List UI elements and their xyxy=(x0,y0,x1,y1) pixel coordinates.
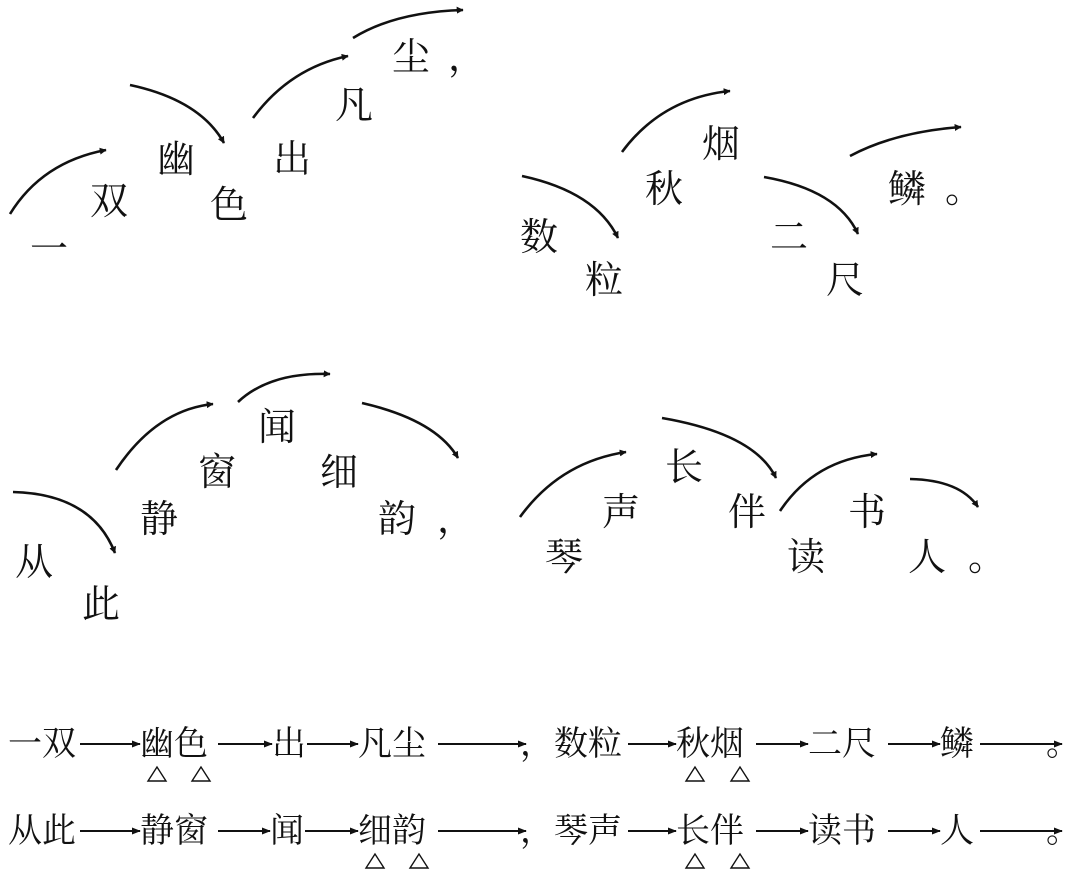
sequence-token: 鳞 xyxy=(940,724,974,764)
sequence-token: 幽色 xyxy=(140,724,208,764)
poem-char: 数 xyxy=(520,215,559,259)
poem-char: 。 xyxy=(968,535,1007,579)
sequence-token: 静窗 xyxy=(140,811,208,851)
sequence-token: 。 xyxy=(1046,811,1080,851)
emphasis-triangle xyxy=(686,767,704,781)
poem-char: 韵 xyxy=(378,497,417,541)
poem-char: 出 xyxy=(273,137,312,181)
sequence-line-2 xyxy=(8,811,1080,868)
sequence-token: 从此 xyxy=(8,811,76,851)
sequence-token: 。 xyxy=(1046,724,1080,764)
poem-char: 书 xyxy=(848,490,887,534)
poem-char: 双 xyxy=(90,179,129,223)
line1-left-chars xyxy=(30,35,486,271)
sequence-token: 闻 xyxy=(270,811,304,851)
poem-char: 静 xyxy=(140,497,179,541)
poem-char: 秋 xyxy=(645,167,684,211)
emphasis-triangle xyxy=(731,767,749,781)
poem-char: 长 xyxy=(665,445,704,489)
sequence-token: 秋烟 xyxy=(676,724,744,764)
emphasis-triangle xyxy=(148,767,166,781)
poem-char: 人 xyxy=(908,535,947,579)
poem-char: 声 xyxy=(602,490,641,534)
sequence-token: 凡尘 xyxy=(358,724,426,764)
poem-char: 读 xyxy=(787,535,826,579)
poem-char: 琴 xyxy=(545,535,584,579)
flow-arrow xyxy=(353,10,463,38)
line1-right-chars xyxy=(520,122,983,302)
sequence-token: 二尺 xyxy=(808,724,876,764)
sequence-token: ，数粒 xyxy=(520,724,622,764)
poem-char: ， xyxy=(437,497,476,541)
poem-char: 烟 xyxy=(702,122,741,166)
poem-char: 尘 xyxy=(392,35,431,79)
line1-right-arrows xyxy=(522,91,961,238)
poem-char: 凡 xyxy=(335,83,374,127)
flow-arrow xyxy=(362,403,458,458)
poem-char: 一 xyxy=(30,227,69,271)
flow-arrow xyxy=(910,479,978,507)
poem-char: 细 xyxy=(320,450,359,494)
poem-char: 色 xyxy=(210,183,249,227)
sequence-token: 长伴 xyxy=(676,811,744,851)
emphasis-triangle xyxy=(366,854,384,868)
poem-char: 鳞 xyxy=(888,167,927,211)
sequence-line-1 xyxy=(8,724,1080,781)
flow-arrow xyxy=(253,56,348,118)
poem-char: ， xyxy=(448,35,487,79)
poem-char: 此 xyxy=(82,582,121,626)
sequence-token: 人 xyxy=(940,811,974,851)
line2-right-chars xyxy=(545,445,1006,579)
emphasis-triangle xyxy=(731,854,749,868)
flow-arrow xyxy=(238,374,330,402)
poem-char: 从 xyxy=(15,540,54,584)
sequence-token: ，琴声 xyxy=(520,811,622,851)
flow-arrow xyxy=(130,85,224,143)
sequence-token: 细韵 xyxy=(358,811,426,851)
poem-char: 伴 xyxy=(728,490,767,534)
sequence-token: 出 xyxy=(272,724,306,764)
poem-char: 。 xyxy=(945,167,984,211)
emphasis-triangle xyxy=(192,767,210,781)
poem-char: 粒 xyxy=(585,258,624,302)
sequence-token: 读书 xyxy=(808,811,876,851)
emphasis-triangle xyxy=(410,854,428,868)
flow-arrow xyxy=(850,127,961,156)
poem-char: 尺 xyxy=(826,258,865,302)
poem-char: 窗 xyxy=(198,450,237,494)
poem-char: 幽 xyxy=(157,137,196,181)
emphasis-triangle xyxy=(686,854,704,868)
sequence-token: 一双 xyxy=(8,724,76,764)
poem-char: 二 xyxy=(770,215,809,259)
line2-left-chars xyxy=(15,405,475,626)
poem-char: 闻 xyxy=(258,405,297,449)
